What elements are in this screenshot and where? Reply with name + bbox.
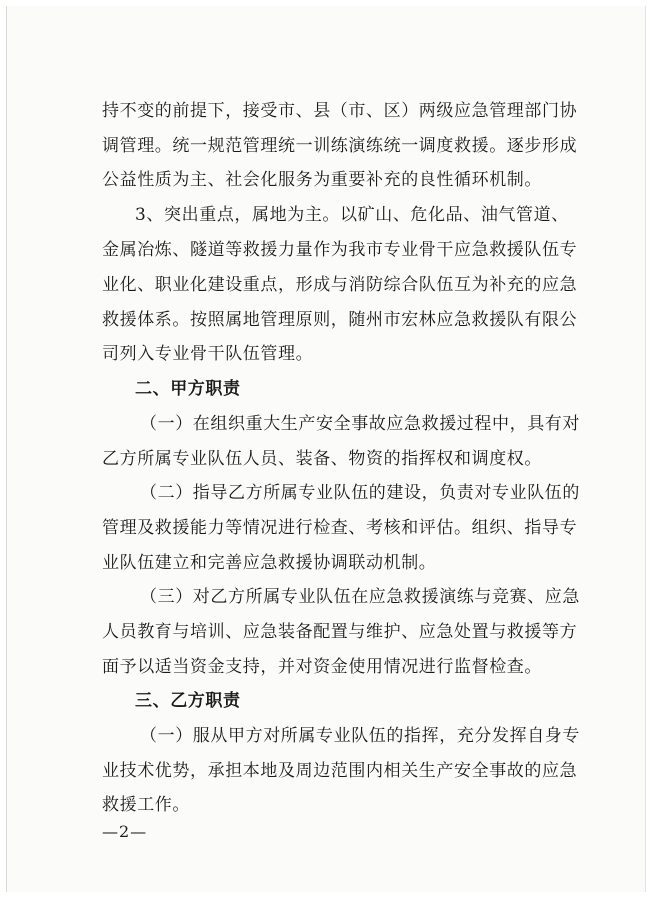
body-line-16: 人员教育与培训、应急装备配置与维护、应急处置与救援等方	[102, 622, 578, 642]
section-heading-2: 二、甲方职责	[135, 379, 241, 399]
body-line-14: 业队伍建立和完善应急救援协调联动机制。	[102, 553, 437, 573]
body-line-5: 金属冶炼、隧道等救援力量作为我市专业骨干应急救援队伍专	[102, 240, 578, 260]
body-line-12: （二）指导乙方所属专业队伍的建设，负责对专业队伍的	[140, 483, 580, 503]
body-line-11: 乙方所属专业队伍人员、装备、物资的指挥权和调度权。	[102, 449, 542, 469]
body-line-7: 救援体系。按照属地管理原则，随州市宏林应急救援队有限公	[102, 310, 578, 330]
body-line-1: 持不变的前提下，接受市、县（市、区）两级应急管理部门协	[102, 101, 578, 121]
body-line-17: 面予以适当资金支持，并对资金使用情况进行监督检查。	[102, 657, 542, 677]
body-line-3: 公益性质为主、社会化服务为重要补充的良性循环机制。	[102, 170, 542, 190]
body-line-20: 业技术优势，承担本地及周边范围内相关生产安全事故的应急	[102, 761, 578, 781]
body-line-19: （一）服从甲方对所属专业队伍的指挥，充分发挥自身专	[140, 726, 580, 746]
body-line-2: 调管理。统一规范管理统一训练演练统一调度救援。逐步形成	[102, 136, 578, 156]
section-heading-3: 三、乙方职责	[135, 691, 241, 711]
body-line-15: （三）对乙方所属专业队伍在应急救援演练与竞赛、应急	[140, 587, 580, 607]
body-line-10: （一）在组织重大生产安全事故应急救援过程中，具有对	[140, 414, 580, 434]
body-line-6: 业化、职业化建设重点，形成与消防综合队伍互为补充的应急	[102, 275, 578, 295]
body-line-8: 司列入专业骨干队伍管理。	[102, 344, 314, 364]
document-page	[6, 6, 646, 892]
section-item-3: 3、突出重点，属地为主。以矿山、危化品、油气管道、	[135, 205, 569, 225]
body-line-21: 救援工作。	[102, 795, 190, 815]
body-line-13: 管理及救援能力等情况进行检查、考核和评估。组织、指导专	[102, 518, 578, 538]
page-number: —2—	[102, 822, 148, 841]
